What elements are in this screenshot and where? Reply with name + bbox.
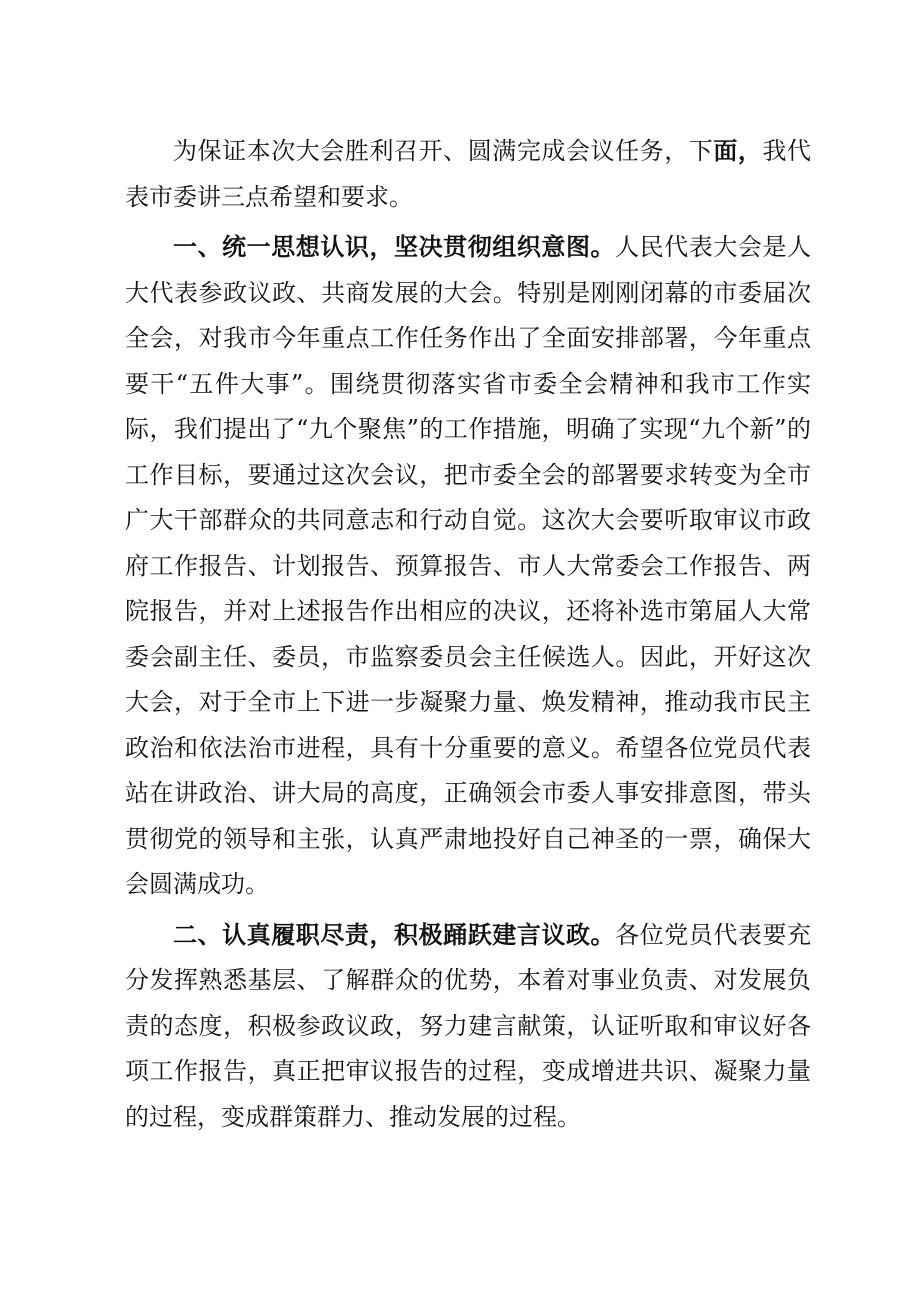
paragraph-text: 各位党员代表要充分发挥熟悉基层、了解群众的优势，本着对事业负责、对发展负责的态度，积极参政议政，努力建言献策，认证听取和审议好各项工作报告，真正把审议报告的过程，变成增进共识、凝聚力量的过程，变成群策群力、推动发展的过程。 [125,920,812,1131]
paragraph-text-continued: 我代表市委讲三点希望和要求。 [125,137,812,211]
paragraph-section-two [125,912,811,1141]
paragraph-text: 人民代表大会是人大代表参政议政、共商发展的大会。特别是刚刚闭幕的市委届次全会，对我市今年重点工作任务作出了全面安排部署，今年重点要干“五件大事”。围绕贯彻落实省市委全会精神和我市工作实际，我们提出了“九个聚焦”的工作措施，明确了实现“九个新”的工作目标，要通过这次会议，把市委全会的部署要求转变为全市广大干部群众的共同意志和行动自觉。这次大会要听取审议市政府工作报告、计划报告、预算报告、市人大常委会工作报告、两院报告，并对上述报告作出相应的决议，还将补选市第届人大常委会副主任、委员，市监察委员会主任候选人。因此，开好这次大会，对于全市上下进一步凝聚力量、焕发精神，推动我市民主政治和依法治市进程，具有十分重要的意义。希望各位党员代表站在讲政治、讲大局的高度，正确领会市委人事安排意图，带头贯彻党的领导和主张，认真严肃地投好自己神圣的一票，确保大会圆满成功。 [125,233,812,898]
paragraph-intro [125,128,811,220]
paragraph-emphasis: 面， [713,136,763,165]
paragraph-text: 为保证本次大会胜利召开、圆满完成会议任务，下 [173,137,714,165]
paragraph-section-one [125,224,811,908]
section-heading-two: 二、认真履职尽责，积极踊跃建言议政。 [173,919,616,949]
section-heading-one: 一、统一思想认识，坚决贯彻组织意图。 [173,232,616,261]
document-body [125,128,811,1140]
